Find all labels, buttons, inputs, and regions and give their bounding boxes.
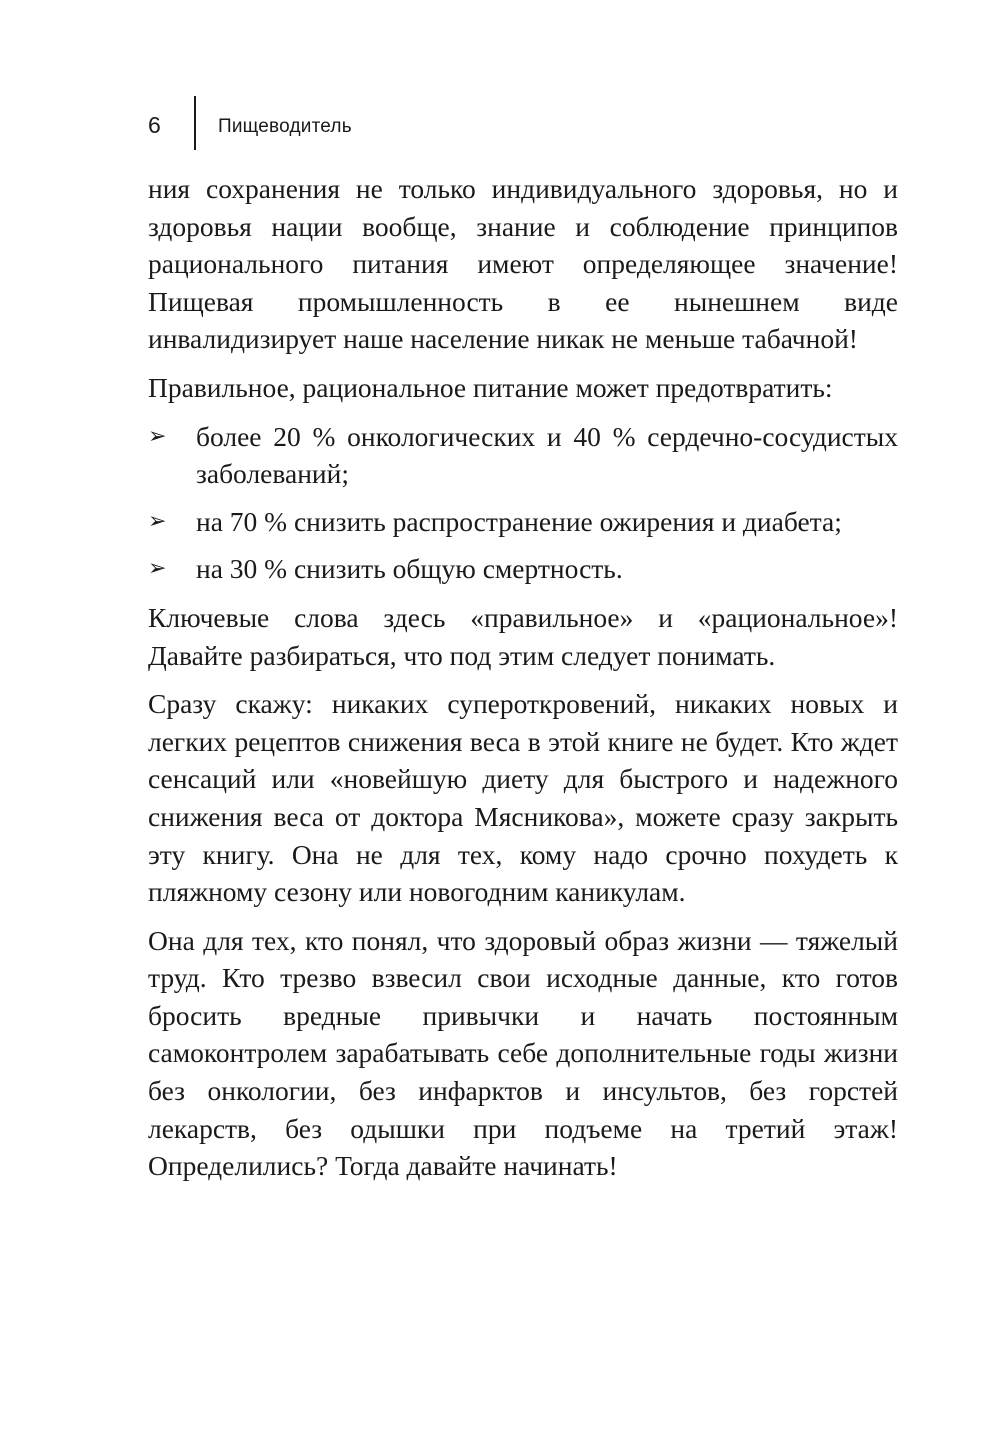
paragraph-5: Она для тех, кто понял, что здоровый образ жизни — тяжелый труд. Кто трезво взвесил свои исходные данные, кто готов бросить вредные привычки и начать постоянным самоконтролем зарабатывать себе дополнительные годы жизни без онкологии, без инфарктов и инсультов, без горстей лекарств, без одышки при подъеме на третий этаж! Определились? Тогда давайте начинать! bbox=[148, 924, 898, 1182]
bullet-text: на 30 % снизить общую смертность. bbox=[196, 553, 623, 585]
bullet-item bbox=[148, 418, 898, 493]
page-header bbox=[0, 96, 987, 152]
page-body bbox=[148, 170, 898, 1196]
arrow-bullet-icon: ➢ bbox=[148, 556, 167, 582]
paragraph-3: Ключевые слова здесь «правильное» и «рациональное»! Давайте разбираться, что под этим следует понимать. bbox=[148, 601, 898, 671]
bullet-text: более 20 % онкологических и 40 % сердечно-сосудистых заболеваний; bbox=[196, 420, 898, 490]
paragraph-4: Сразу скажу: никаких супероткровений, никаких новых и легких рецептов снижения веса в этой книге не будет. Кто ждет сенсаций или «новейшую диету для быстрого и надежного снижения веса от доктора Мясникова», можете сразу закрыть эту книгу. Она не для тех, кому надо срочно похудеть к пляжному сезону или новогодним каникулам. bbox=[148, 688, 898, 908]
header-divider bbox=[194, 96, 196, 150]
arrow-bullet-icon: ➢ bbox=[148, 423, 167, 449]
paragraph-2: Правильное, рациональное питание может предотвратить: bbox=[148, 371, 833, 403]
running-title: Пищеводитель bbox=[218, 116, 352, 137]
paragraph-1: ния сохранения не только индивидуального здоровья, но и здоровья нации вообще, знание и соблюдение принципов рационального питания имеют определяющее значение! Пищевая промышленность в ее нынешнем виде инвалидизирует наше население никак не меньше табачной! bbox=[148, 173, 898, 355]
bullet-item bbox=[148, 550, 898, 588]
bullet-list bbox=[148, 418, 898, 588]
bullet-text: на 70 % снизить распространение ожирения и диабета; bbox=[196, 505, 842, 537]
arrow-bullet-icon: ➢ bbox=[148, 508, 167, 534]
page-number: 6 bbox=[148, 112, 161, 138]
bullet-item bbox=[148, 503, 898, 541]
